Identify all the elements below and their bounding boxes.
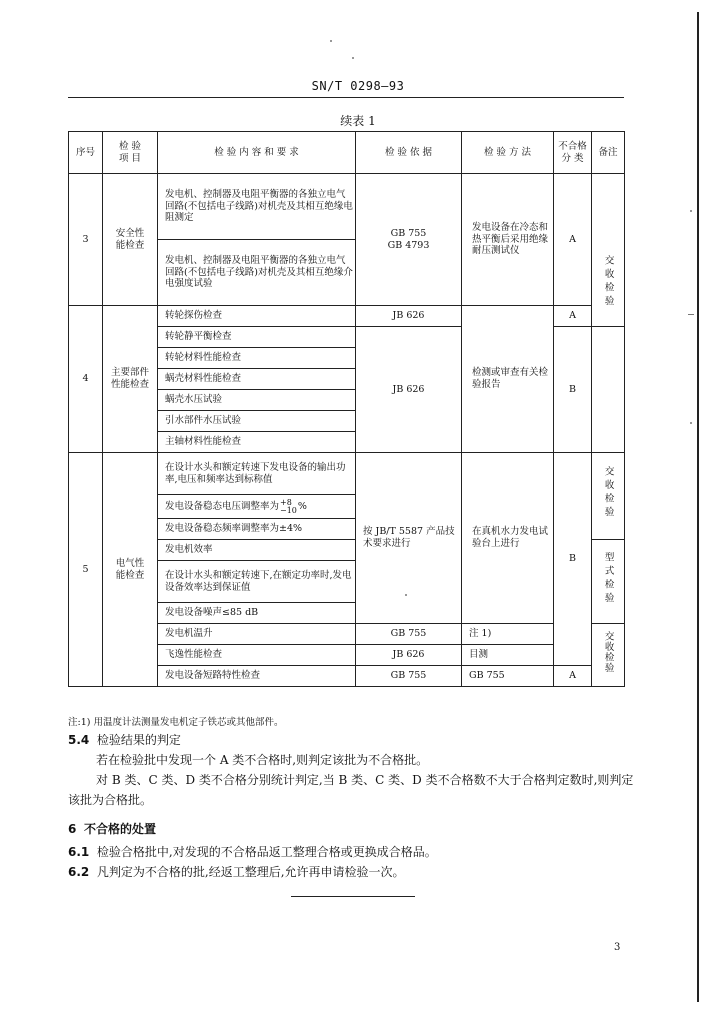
section-5-4-heading [68, 731, 181, 748]
inspection-content: 主轴材料性能检查 [158, 432, 356, 453]
page-number: 3 [614, 942, 621, 953]
section-number: 5.4 [68, 733, 90, 747]
header-rule [68, 97, 624, 98]
header-row [69, 132, 625, 174]
defect-class: A [554, 666, 592, 687]
table-caption: 续表 1 [340, 114, 376, 128]
inspection-content: 发电设备短路特性检查 [158, 666, 356, 687]
paragraph: 对 B 类、C 类、D 类不合格分别统计判定,当 B 类、C 类、D 类不合格数不大于合格判定数时,则判定 [96, 773, 634, 787]
scan-speck [405, 594, 407, 596]
row-number: 3 [69, 174, 103, 306]
table-row [69, 174, 625, 240]
note-cell: 交收检验 [592, 174, 625, 327]
defect-class: B [554, 327, 592, 453]
inspection-content: 蜗壳水压试验 [158, 390, 356, 411]
defect-class: B [554, 453, 592, 666]
inspection-content: 发电机效率 [158, 540, 356, 561]
inspection-method: 检测或审查有关检验报告 [462, 306, 554, 453]
note-cell: 交收检验 [592, 453, 625, 540]
paragraph: 若在检验批中发现一个 A 类不合格时,则判定该批为不合格批。 [96, 753, 429, 767]
end-rule [291, 896, 415, 897]
col-header-no: 序号 [69, 132, 103, 174]
clause-6-2: 6.2 凡判定为不合格的批,经返工整理后,允许再申请检验一次。 [68, 865, 405, 879]
table-row [69, 306, 625, 327]
inspection-table [68, 131, 625, 687]
paragraph: 该批为合格批。 [68, 793, 153, 807]
table-footnote: 注:1) 用温度计法测量发电机定子铁芯或其他部件。 [68, 717, 284, 728]
scan-speck [688, 314, 694, 315]
defect-class: A [554, 174, 592, 306]
inspection-content: 发电设备噪声≤85 dB [158, 603, 356, 624]
inspection-content: 在设计水头和额定转速下,在额定功率时,发电设备效率达到保证值 [158, 561, 356, 603]
scan-speck [352, 57, 354, 59]
section-6-heading [68, 820, 156, 837]
defect-class: A [554, 306, 592, 327]
table-row [69, 453, 625, 495]
scan-edge-line [697, 12, 699, 1002]
note-cell: 型式检验 [592, 540, 625, 624]
scan-speck [690, 210, 692, 212]
inspection-method: GB 755 [462, 666, 554, 687]
section-title: 检验结果的判定 [96, 733, 181, 747]
scan-speck [690, 422, 692, 424]
row-number: 5 [69, 453, 103, 687]
col-header-content: 检 验 内 容 和 要 求 [158, 132, 356, 174]
section-number: 6 [68, 822, 77, 836]
note-cell: 交收检验 [592, 624, 625, 687]
row-number: 4 [69, 306, 103, 453]
inspection-method: 注 1) [462, 624, 554, 645]
standard-code-header: SN/T 0298—93 [311, 79, 405, 93]
inspection-basis: GB 755 [356, 666, 462, 687]
clause-6-1: 6.1 检验合格批中,对发现的不合格品返工整理合格或更换成合格品。 [68, 845, 437, 859]
inspection-content: 发电机、控制器及电阻平衡器的各独立电气回路(不包括电子线路)对机壳及其相互绝缘介电强度试验 [158, 240, 356, 306]
col-header-basis: 检 验 依 据 [356, 132, 462, 174]
inspection-basis: GB 755 GB 4793 [356, 174, 462, 306]
inspection-item: 电气性 能检查 [103, 453, 158, 687]
inspection-content: 飞逸性能检查 [158, 645, 356, 666]
inspection-method: 目测 [462, 645, 554, 666]
inspection-basis: GB 755 [356, 624, 462, 645]
inspection-item: 安全性 能检查 [103, 174, 158, 306]
inspection-content: 发电设备稳态电压调整率为 +8 −10 % [158, 495, 356, 519]
inspection-basis: JB 626 [356, 306, 462, 327]
col-header-item: 检 验 项 目 [103, 132, 158, 174]
note-cell-empty [592, 327, 625, 453]
inspection-basis: JB 626 [356, 645, 462, 666]
col-header-class: 不合格 分 类 [554, 132, 592, 174]
inspection-content: 转轮静平衡检查 [158, 327, 356, 348]
inspection-content: 引水部件水压试验 [158, 411, 356, 432]
inspection-method: 发电设备在冷态和热平衡后采用绝缘耐压测试仪 [462, 174, 554, 306]
inspection-content: 蜗壳材料性能检查 [158, 369, 356, 390]
inspection-content: 发电机温升 [158, 624, 356, 645]
inspection-item: 主要部件 性能检查 [103, 306, 158, 453]
inspection-basis: JB 626 [356, 327, 462, 453]
col-header-method: 检 验 方 法 [462, 132, 554, 174]
inspection-content: 转轮材料性能检查 [158, 348, 356, 369]
inspection-basis: 按 JB/T 5587 产品技术要求进行 [356, 453, 462, 624]
col-header-note: 备注 [592, 132, 625, 174]
section-title: 不合格的处置 [84, 822, 157, 836]
inspection-content: 转轮探伤检查 [158, 306, 356, 327]
scan-speck [330, 40, 332, 42]
inspection-content: 在设计水头和额定转速下发电设备的输出功率,电压和频率达到标称值 [158, 453, 356, 495]
inspection-content: 发电机、控制器及电阻平衡器的各独立电气回路(不包括电子线路)对机壳及其相互绝缘电阻测定 [158, 174, 356, 240]
inspection-method: 在真机水力发电试验台上进行 [462, 453, 554, 624]
inspection-content: 发电设备稳态频率调整率为±4% [158, 519, 356, 540]
